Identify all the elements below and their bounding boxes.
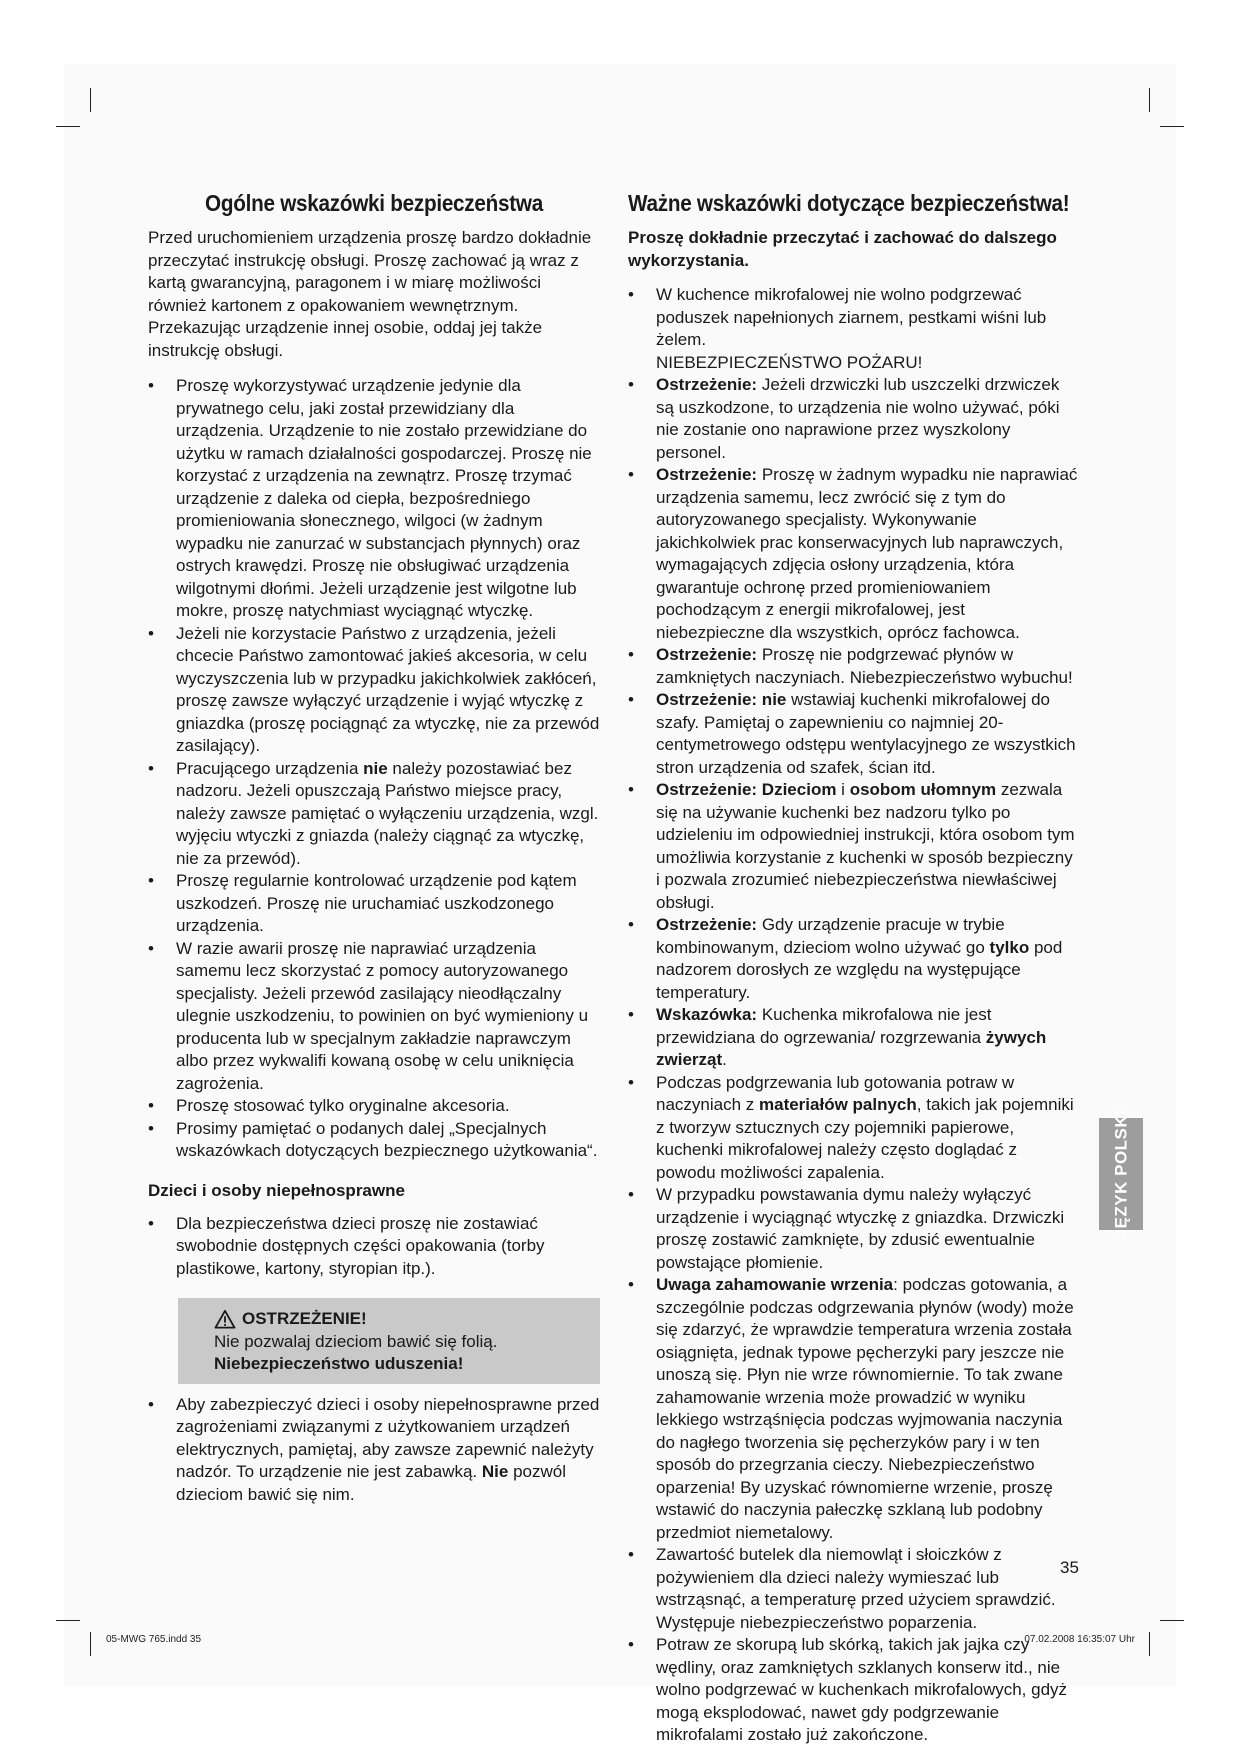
list-item: • Dla bezpieczeństwa dzieci proszę nie zostawiać swobodnie dostępnych części opakowania (torby plastikowe, kartony, styropian itp.). <box>148 1213 600 1281</box>
footer-file-info: 05-MWG 765.indd 35 <box>106 1634 202 1645</box>
list-item: • W przypadku powstawania dymu należy wyłączyć urządzenie i wyciągnąć wtyczkę z gniazdka. Drzwiczki proszę zostawić zamknięte, by zdusić ewentualnie powstające płomienie. <box>628 1184 1078 1274</box>
microwave-safety-list <box>628 284 1078 1747</box>
warning-triangle-icon <box>214 1309 236 1329</box>
list-item: • Potraw ze skorupą lub skórką, takich jak jajka czy wędliny, oraz zamkniętych szklanych konserw itd., nie wolno podgrzewać w kuchenkach mikrofalowych, gdyż mogą eksplodować, nawet gdy podgrzewanie mikrofalami zostało już zakończone. <box>628 1634 1078 1747</box>
list-item: • Aby zabezpieczyć dzieci i osoby niepełnosprawne przed zagrożeniami związanymi z użytkowaniem urządzeń elektrycznych, pamiętaj, aby zawsze zapewnić należyty nadzór. To urządzenie nie jest zabawką. Nie pozwól dzieciom bawić się nim. <box>148 1394 600 1507</box>
list-item: • Proszę regularnie kontrolować urządzenie pod kątem uszkodzeń. Proszę nie uruchamiać uszkodzonego urządzenia. <box>148 870 600 938</box>
warning-box <box>178 1298 600 1384</box>
list-item: • Wskazówka: Kuchenka mikrofalowa nie jest przewidziana do ogrzewania/ rozgrzewania żywych zwierząt. <box>628 1004 1078 1072</box>
list-item: • W razie awarii proszę nie naprawiać urządzenia samemu lecz skorzystać z pomocy autoryzowanego specjalisty. Jeżeli przewód zasilający nieodłączalny ulegnie uszkodzeniu, to powinien on być wymieniony u producenta lub w specjalnym zakładzie naprawczym albo przez wykwalifi kowaną osobę w celu uniknięcia zagrożenia. <box>148 938 600 1096</box>
list-item: • Proszę wykorzystywać urządzenie jedynie dla prywatnego celu, jaki został przewidziany dla urządzenia. Urządzenie to nie zostało przewidziane do użytku w ramach działalności gospodarczej. Proszę nie korzystać z urządzenia na zewnątrz. Proszę trzymać urządzenie z daleka od ciepła, bezpośredniego promieniowania słonecznego, wilgoci (w żadnym wypadku nie zanurzać w substancjach płynnych) oraz ostrych krawędzi. Proszę nie obsługiwać urządzenia wilgotnymi dłońmi. Jeżeli urządzenie jest wilgotne lub mokre, proszę natychmiast wyciągnąć wtyczkę. <box>148 375 600 623</box>
list-item: • Ostrzeżenie: Jeżeli drzwiczki lub uszczelki drzwiczek są uszkodzone, to urządzenia nie wolno używać, póki nie zostanie ono naprawione przez wyszkolony personel. <box>628 374 1078 464</box>
list-item: • Pracującego urządzenia nie należy pozostawiać bez nadzoru. Jeżeli opuszczają Państwo miejsce pracy, należy zawsze pamiętać o wyłączeniu urządzenia, wzgl. wyjęciu wtyczki z gniazda (należy ciągnąć za wtyczkę, nie za przewód). <box>148 758 600 871</box>
warning-heading: OSTRZEŻENIE! <box>214 1308 588 1331</box>
list-item: • Ostrzeżenie: Gdy urządzenie pracuje w trybie kombinowanym, dzieciom wolno używać go tylko pod nadzorem dorosłych ze względu na występujące temperatury. <box>628 914 1078 1004</box>
list-item: • Ostrzeżenie: Dzieciom i osobom ułomnym zezwala się na używanie kuchenki bez nadzoru tylko po udzieleniu im odpowiedniej instrukcji, która osobom tym umożliwia korzystanie z kuchenki w sposób bezpieczny i pozwala zrozumieć niebezpieczeństwa niewłaściwej obsługi. <box>628 779 1078 914</box>
children-section-title: Dzieci i osoby niepełnosprawne <box>148 1180 405 1200</box>
crop-mark <box>1160 1620 1184 1621</box>
left-heading: Ogólne wskazówki bezpieczeństwa <box>205 190 543 216</box>
list-item: • Ostrzeżenie: Proszę nie podgrzewać płynów w zamkniętych naczyniach. Niebezpieczeństwo wybuchu! <box>628 644 1078 689</box>
list-item: • Prosimy pamiętać o podanych dalej „Specjalnych wskazówkach dotyczących bezpiecznego użytkowania“. <box>148 1118 600 1163</box>
right-subheading: Proszę dokładnie przeczytać i zachować do dalszego wykorzystania. <box>628 228 1057 270</box>
list-item: • Ostrzeżenie: nie wstawiaj kuchenki mikrofalowej do szafy. Pamiętaj o zapewnieniu co najmniej 20-centymetrowego odstępu wentylacyjnego ze wszystkich stron urządzenia od szafek, ścian itd. <box>628 689 1078 779</box>
children-list <box>148 1213 600 1281</box>
list-item: • Jeżeli nie korzystacie Państwo z urządzenia, jeżeli chcecie Państwo zamontować jakieś akcesoria, w celu wyczyszczenia lub w przypadku jakichkolwiek zakłóceń, proszę zawsze wyłączyć urządzenie i wyjąć wtyczkę z gniazdka (proszę pociągnąć za wtyczkę, nie za przewód zasilający). <box>148 623 600 758</box>
crop-mark <box>56 1620 80 1621</box>
footer-timestamp: 07.02.2008 16:35:07 Uhr <box>1024 1634 1135 1645</box>
language-tab <box>1099 1109 1143 1239</box>
children-list-2 <box>148 1394 600 1507</box>
list-item: • Zawartość butelek dla niemowląt i słoiczków z pożywieniem dla dzieci należy wymieszać lub wstrząsnąć, a temperaturę przed użyciem sprawdzić. Występuje niebezpieczeństwo poparzenia. <box>628 1544 1078 1634</box>
crop-mark <box>90 88 91 112</box>
list-item: • Uwaga zahamowanie wrzenia: podczas gotowania, a szczególnie podczas odgrzewania płynów (wody) może się zdarzyć, że wprawdzie temperatura wrzenia została osiągnięta, jednak typowe pęcherzyki pary jeszcze nie unoszą się. Płyn nie wrze równomiernie. To tak zwane zahamowanie wrzenia może prowadzić w wyniku lekkiego wstrząśnięcia podczas wyjmowania naczynia do nagłego tworzenia się pęcherzyków pary i w ten sposób do przegrzania cieczy. Niebezpieczeństwo oparzenia! By uzyskać równomierne wrzenie, proszę wstawić do naczynia pałeczkę szklaną lub podobny przedmiot niemetalowy. <box>628 1274 1078 1544</box>
crop-mark <box>1149 88 1150 112</box>
language-tab-label: JĘZYK POLSKI <box>1111 1109 1130 1239</box>
crop-mark <box>56 126 80 127</box>
list-item: • W kuchence mikrofalowej nie wolno podgrzewać poduszek napełnionych ziarnem, pestkami wiśni lub żelem. NIEBEZPIECZEŃSTWO POŻARU! <box>628 284 1078 374</box>
right-heading: Ważne wskazówki dotyczące bezpieczeństwa! <box>628 190 1070 216</box>
crop-mark <box>1149 1632 1150 1656</box>
intro-paragraph: Przed uruchomieniem urządzenia proszę bardzo dokładnie przeczytać instrukcję obsługi. Proszę zachować ją wraz z kartą gwarancyjną, paragonem i w miarę możliwości również kartonem z opakowaniem wewnętrznym. Przekazując urządzenie innej osobie, oddaj jej także instrukcję obsługi. <box>148 228 592 360</box>
page-number: 35 <box>1060 1558 1079 1577</box>
crop-mark <box>1160 126 1184 127</box>
list-item: • Proszę stosować tylko oryginalne akcesoria. <box>148 1095 600 1118</box>
warning-danger: Niebezpieczeństwo uduszenia! <box>214 1354 464 1373</box>
list-item: • Ostrzeżenie: Proszę w żadnym wypadku nie naprawiać urządzenia samemu, lecz zwrócić się z tym do autoryzowanego specjalisty. Wykonywanie jakichkolwiek prac konserwacyjnych lub naprawczych, wymagających zdjęcia osłony urządzenia, która gwarantuje ochronę przed promieniowaniem pochodzącym z energii mikrofalowej, jest niebezpieczne dla wszystkich, oprócz fachowca. <box>628 464 1078 644</box>
crop-mark <box>90 1632 91 1656</box>
warning-text: Nie pozwalaj dzieciom bawić się folią. <box>214 1331 498 1351</box>
left-column <box>148 190 600 1506</box>
right-column <box>628 190 1078 1747</box>
general-safety-list <box>148 375 600 1163</box>
list-item: • Podczas podgrzewania lub gotowania potraw w naczyniach z materiałów palnych, takich jak pojemniki z tworzyw sztucznych czy pojemniki papierowe, kuchenki mikrofalowej należy często doglądać z powodu możliwości zapalenia. <box>628 1072 1078 1185</box>
